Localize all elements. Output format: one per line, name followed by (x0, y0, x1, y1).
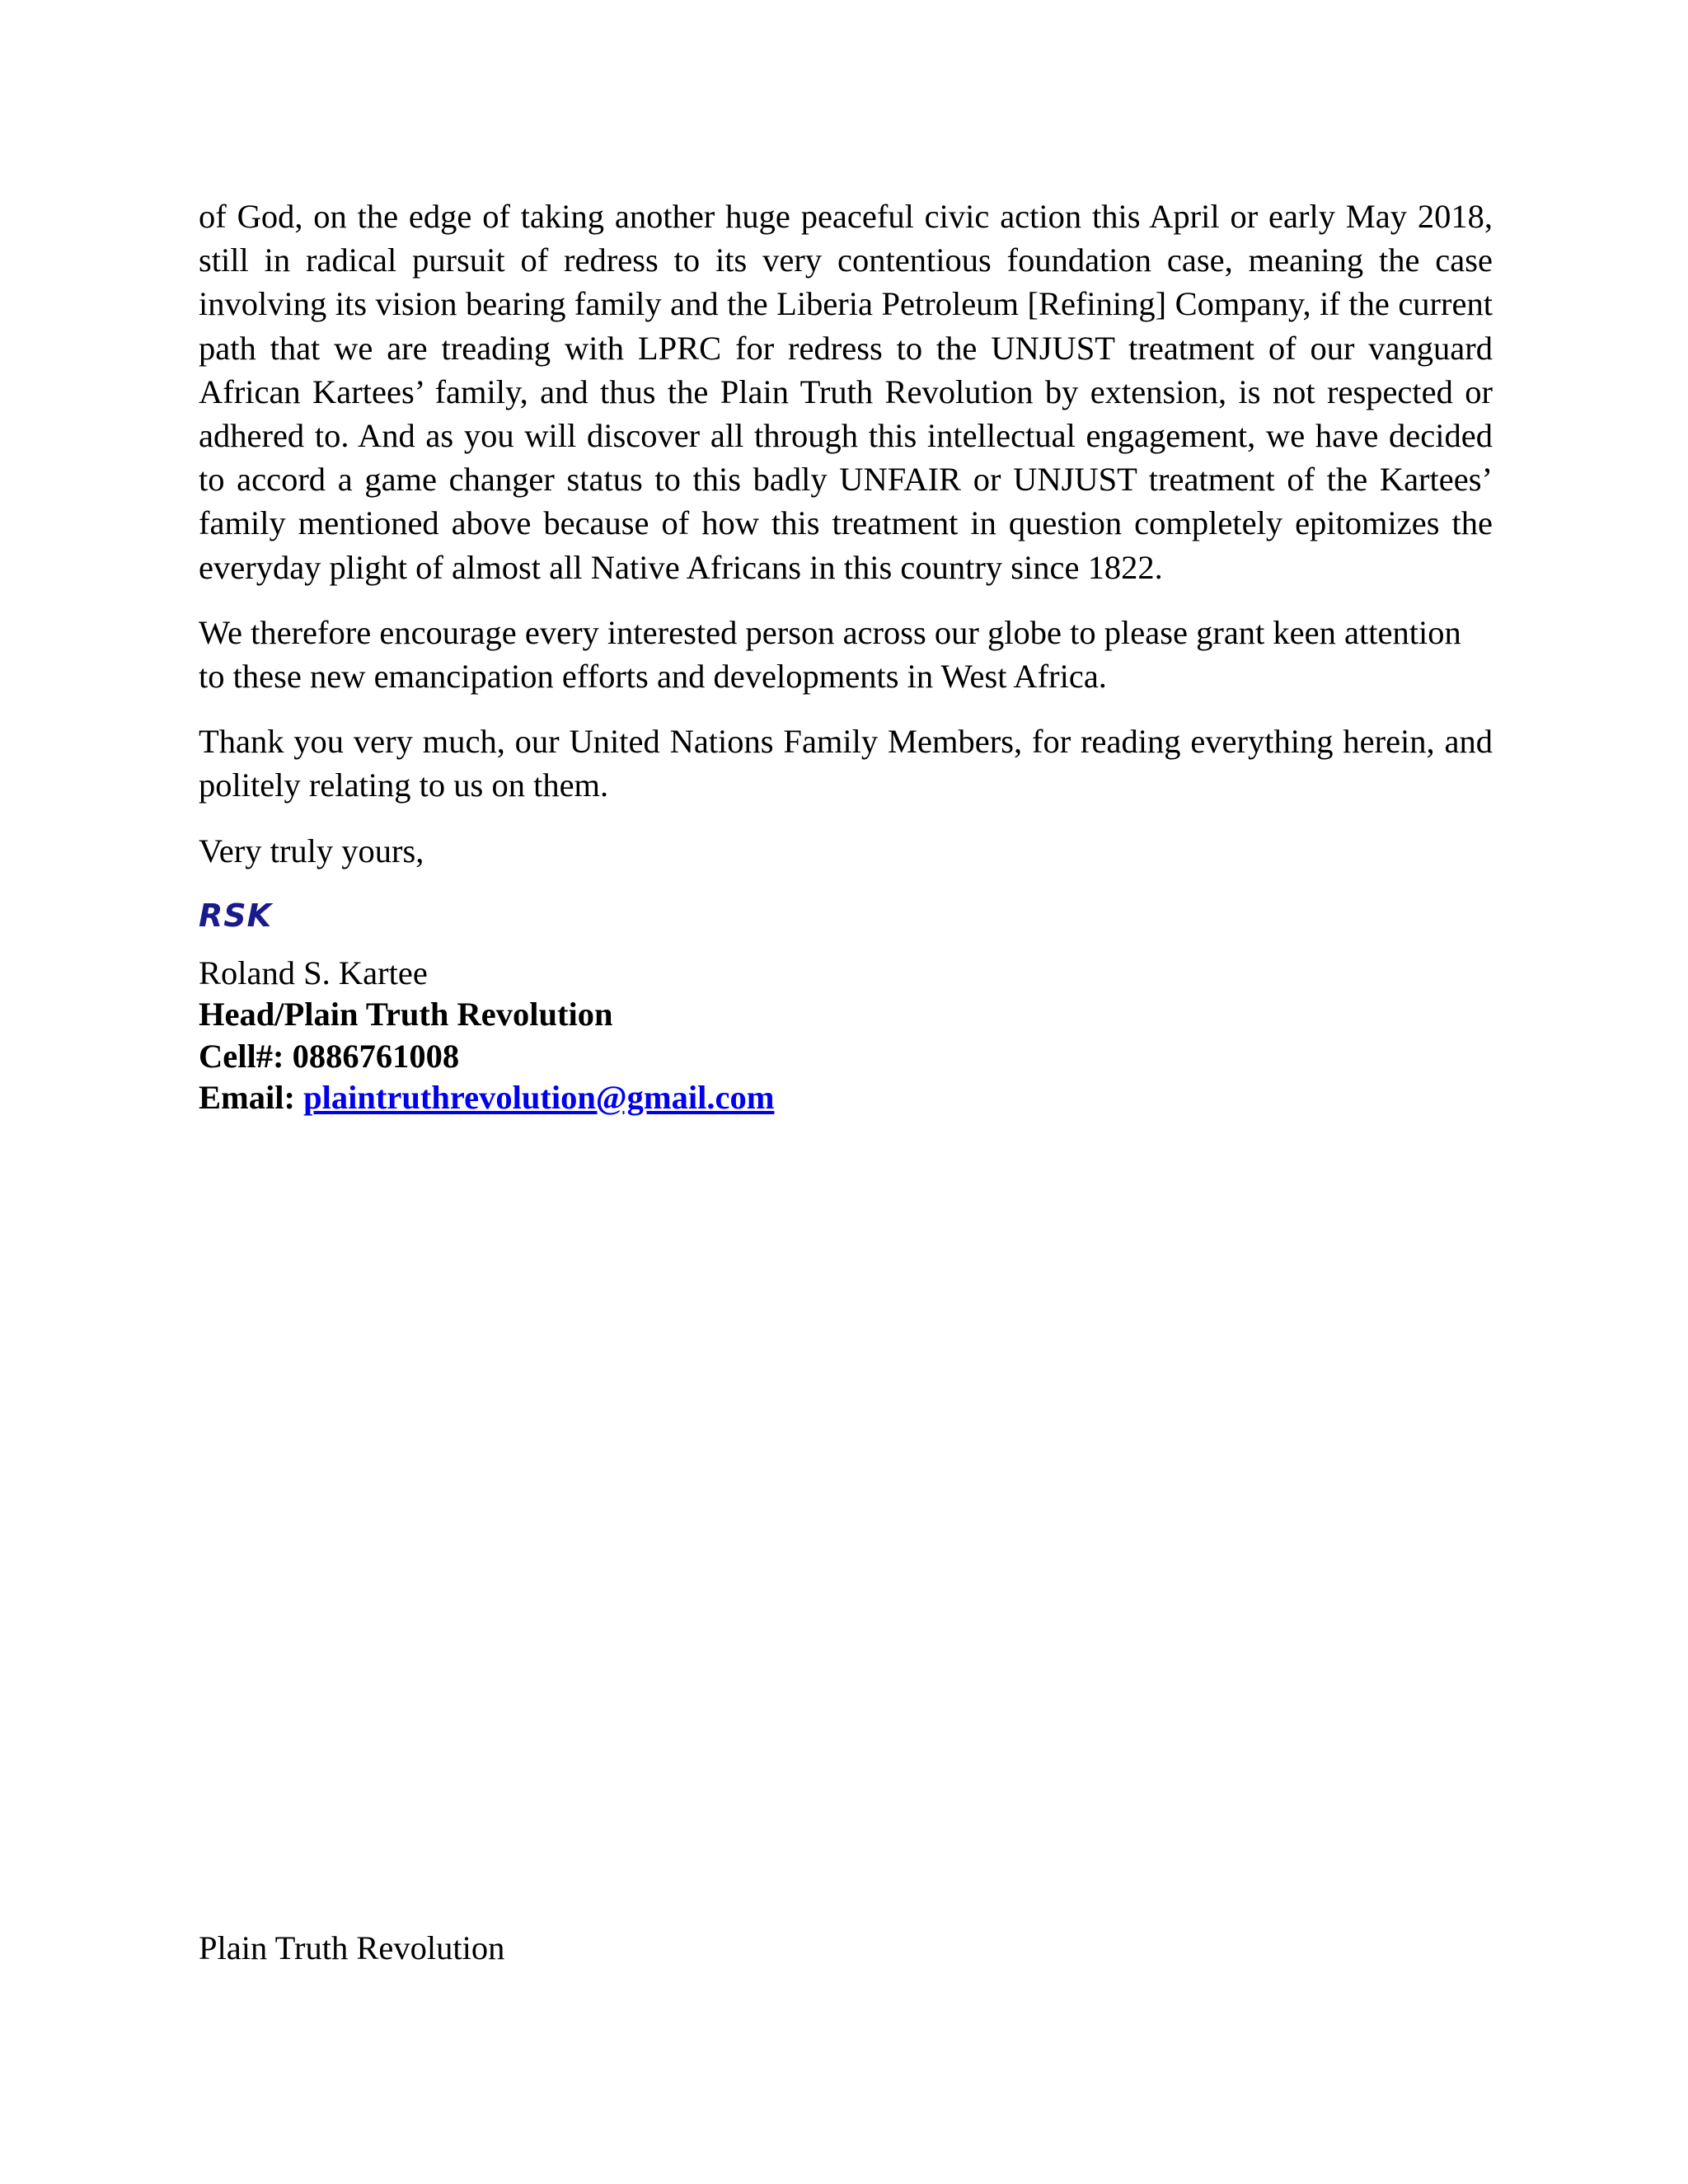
page-footer: Plain Truth Revolution (199, 1929, 505, 1966)
cell-number: Cell#: 0886761008 (199, 1037, 460, 1075)
email-label: Email: (199, 1079, 295, 1117)
signer-title: Head/Plain Truth Revolution (199, 996, 613, 1033)
paragraph-3: Thank you very much, our United Nations Family Members, for reading everything herein, and politely relating to us on them. (199, 723, 1493, 804)
email-line (199, 1077, 1493, 1119)
signature-block (199, 953, 1493, 1119)
signature-initials: RSK (199, 897, 273, 934)
letter-body (199, 194, 1493, 1119)
paragraph-1: of God, on the edge of taking another huge peaceful civic action this April or early May 2018, still in radical pursuit of redress to its very contentious foundation case, meaning the case involving its vision bearing family and the Liberia Petroleum [Refining] Company, if the current path that we are treading with LPRC for redress to the UNJUST treatment of our vanguard African Kartees’ family, and thus the Plain Truth Revolution by extension, is not respected or adhered to. And as you will discover all through this intellectual engagement, we have decided to accord a game changer status to this badly UNFAIR or UNJUST treatment of the Kartees’ family mentioned above because of how this treatment in question completely epitomizes the everyday plight of almost all Native Africans in this country since 1822. (199, 198, 1493, 586)
signer-name: Roland S. Kartee (199, 954, 428, 991)
email-link[interactable]: plaintruthrevolution@gmail.com (303, 1079, 775, 1117)
closing-salutation: Very truly yours, (199, 832, 424, 869)
paragraph-2: We therefore encourage every interested person across our globe to please grant keen attention to these new emancipation efforts and developments in West Africa. (199, 613, 1461, 696)
